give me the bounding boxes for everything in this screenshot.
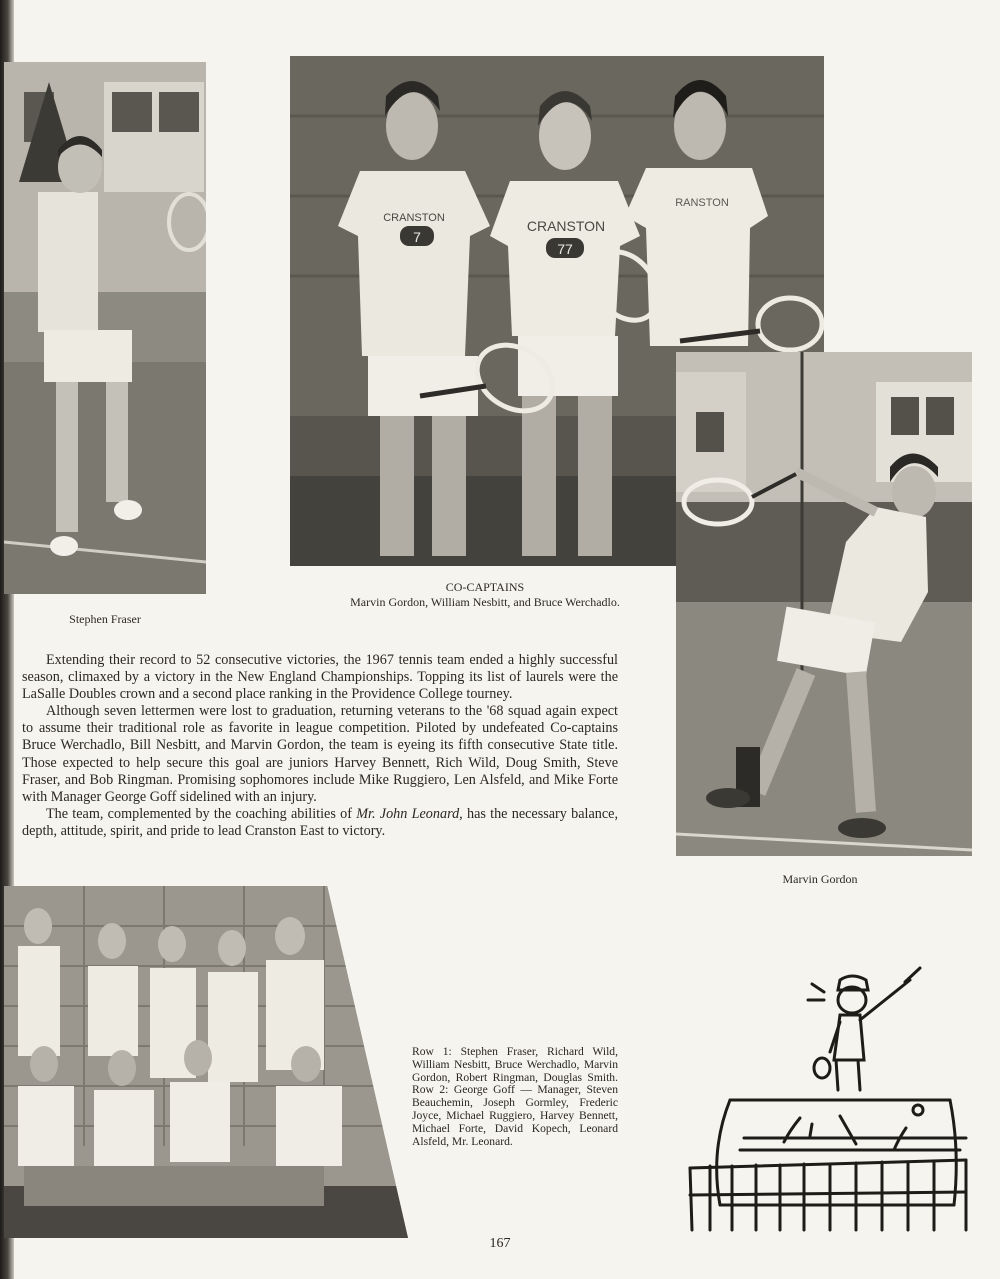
caption-stephen-fraser: Stephen Fraser <box>69 612 141 626</box>
coach-name: Mr. John Leonard, <box>356 805 463 822</box>
shirt-number-2: 77 <box>557 241 573 257</box>
photo-stephen-fraser <box>4 62 206 594</box>
article-paragraph-3 <box>22 806 618 840</box>
shirt-text-cranston-1: CRANSTON <box>383 212 445 224</box>
photo-marvin-gordon <box>676 352 972 856</box>
photo-team <box>4 886 408 1238</box>
article-p3-end: has the necessary balance, depth, attitude, spirit, and pride to lead Cranston East to victory. <box>22 805 618 839</box>
shirt-number-1: 7 <box>413 229 421 245</box>
article-body <box>22 652 618 840</box>
article-paragraph-1: Extending their record to 52 consecutive victories, the 1967 tennis team ended a highly successful season, climaxed by a victory in the New England Championships. Topping its list of laurels were the LaSalle Doubles crown and a second place ranking in the Providence College tourney. <box>22 652 618 703</box>
team-roster-caption: Row 1: Stephen Fraser, Richard Wild, William Nesbitt, Bruce Werchadlo, Marvin Gordon, Robert Ringman, Douglas Smith. Row 2: George Goff — Manager, Steven Beauchemin, Joseph Gormley, Frederic Joyce, Michael Ruggiero, Harvey Bennett, Michael Forte, David Kopech, Leonard Alsfeld, Mr. Leonard. <box>412 1045 618 1148</box>
page-number: 167 <box>489 1236 511 1251</box>
shirt-text-cranston-3: RANSTON <box>675 197 729 209</box>
caption-co-captains <box>300 580 670 610</box>
tennis-doodle-illustration <box>680 960 980 1250</box>
article-p3-start: The team, complemented by the coaching abilities of <box>46 805 357 822</box>
article-paragraph-2: Although seven lettermen were lost to graduation, returning veterans to the '68 squad again expect to assume their traditional role as favorite in league competition. Piloted by undefeated Co-captains Bruce Werchadlo, Bill Nesbitt, and Marvin Gordon, the team is eyeing its fifth consecutive State title. Those expected to help secure this goal are juniors Harvey Bennett, Rich Wild, Doug Smith, Steve Fraser, and Bob Ringman. Promising sophomores include Mike Ruggiero, Len Alsfeld, and Mike Forte with Manager George Goff sidelined with an injury. <box>22 703 618 805</box>
caption-marvin-gordon: Marvin Gordon <box>782 872 858 886</box>
shirt-text-cranston-2: CRANSTON <box>526 218 606 234</box>
caption-co-captains-title: CO-CAPTAINS <box>445 580 525 594</box>
caption-co-captains-names: Marvin Gordon, William Nesbitt, and Bruce Werchadlo. <box>350 595 620 609</box>
